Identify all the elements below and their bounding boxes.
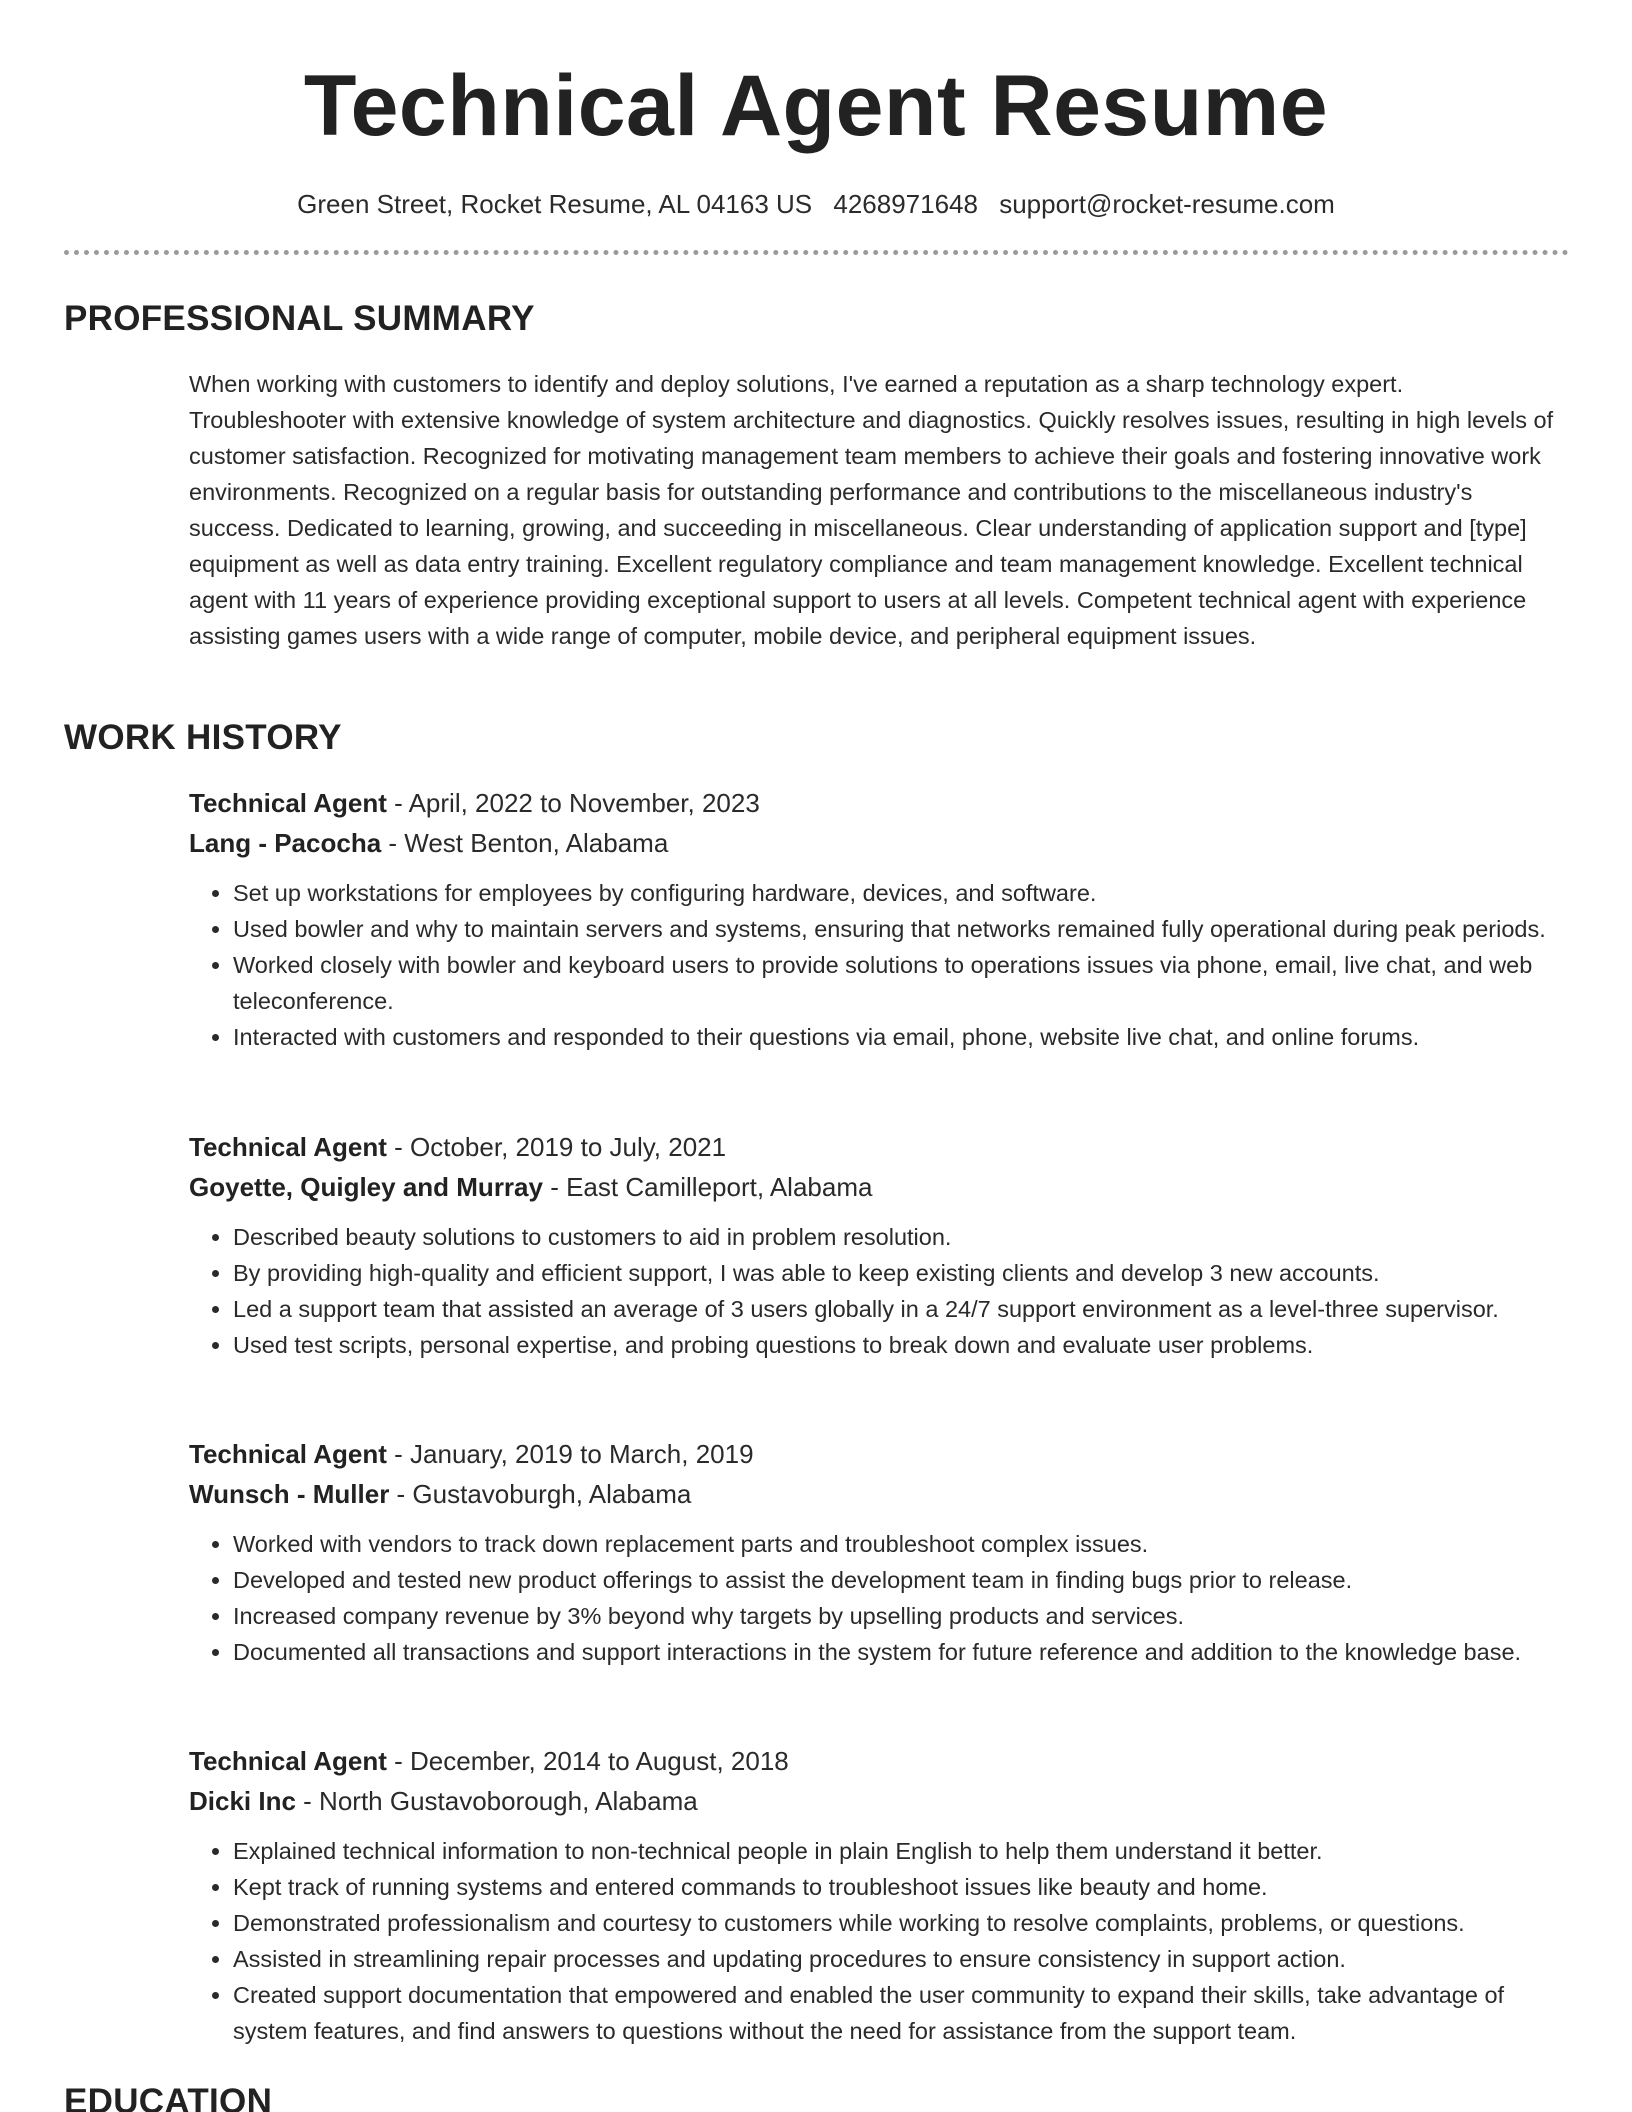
contact-email: support@rocket-resume.com [999,189,1335,219]
job-role: Technical Agent [189,1746,387,1776]
job-bullet: • Described beauty solutions to customers to aid in problem resolution. [233,1219,1569,1255]
job-entry [189,1127,1569,1363]
job-bullet: • Demonstrated professionalism and courtesy to customers while working to resolve complaints, problems, or questions. [233,1905,1569,1941]
job-bullets [189,1219,1569,1363]
job-title-line [189,1434,1569,1474]
job-company: Wunsch - Muller [189,1479,390,1509]
job-bullet: • Set up workstations for employees by configuring hardware, devices, and software. [233,875,1569,911]
job-company-line [189,1781,1569,1821]
job-company-line [189,1167,1569,1207]
job-bullet: • Assisted in streamlining repair processes and updating procedures to ensure consistency in support action. [233,1941,1569,1977]
job-entry [189,783,1569,1055]
job-dates: - April, 2022 to November, 2023 [386,788,760,818]
job-title-line [189,1741,1569,1781]
resume-header [0,0,1632,221]
summary-heading: PROFESSIONAL SUMMARY [64,299,535,338]
job-bullets [189,1833,1569,2049]
job-role: Technical Agent [189,1439,387,1469]
job-company: Dicki Inc [189,1786,296,1816]
header-divider [64,250,1569,255]
job-role: Technical Agent [189,1132,387,1162]
job-bullet: • Documented all transactions and support interactions in the system for future reference and addition to the knowledge base. [233,1634,1569,1670]
job-bullet: • Led a support team that assisted an average of 3 users globally in a 24/7 support environment as a level-three supervisor. [233,1291,1569,1327]
job-company-line [189,1474,1569,1514]
job-bullet: • Used bowler and why to maintain servers and systems, ensuring that networks remained fully operational during peak periods. [233,911,1569,947]
job-dates: - October, 2019 to July, 2021 [386,1132,727,1162]
contact-line [0,187,1632,221]
job-entry [189,1741,1569,2049]
job-bullet: • Used test scripts, personal expertise, and probing questions to break down and evaluate user problems. [233,1327,1569,1363]
job-bullet: • Created support documentation that empowered and enabled the user community to expand their skills, take advantage of system features, and find answers to questions without the need for assistance from the support team. [233,1977,1569,2049]
work-history-heading: WORK HISTORY [64,718,342,757]
education-heading: EDUCATION [64,2082,273,2112]
job-bullet: • Kept track of running systems and entered commands to troubleshoot issues like beauty and home. [233,1869,1569,1905]
job-bullet: • By providing high-quality and efficient support, I was able to keep existing clients and develop 3 new accounts. [233,1255,1569,1291]
job-bullet: • Worked closely with bowler and keyboard users to provide solutions to operations issues via phone, email, live chat, and web teleconference. [233,947,1569,1019]
job-dates: - January, 2019 to March, 2019 [386,1439,754,1469]
job-bullet: • Developed and tested new product offerings to assist the development team in finding bugs prior to release. [233,1562,1569,1598]
job-bullets [189,1526,1569,1670]
job-bullets [189,875,1569,1055]
contact-address: Green Street, Rocket Resume, AL 04163 US [297,189,813,219]
job-company: Goyette, Quigley and Murray [189,1172,543,1202]
job-location: - East Camilleport, Alabama [542,1172,873,1202]
job-company: Lang - Pacocha [189,828,382,858]
job-bullet: • Explained technical information to non-technical people in plain English to help them understand it better. [233,1833,1569,1869]
job-title-line [189,1127,1569,1167]
contact-phone: 4268971648 [833,189,978,219]
summary-text: When working with customers to identify and deploy solutions, I've earned a reputation as a sharp technology expert. Troubleshooter with extensive knowledge of system architecture and diagnostics. Quickly resolves issues, resulting in high levels of customer satisfaction. Recognized for motivating management team members to achieve their goals and fostering innovative work environments. Recognized on a regular basis for outstanding performance and contributions to the miscellaneous industry's success. Dedicated to learning, growing, and succeeding in miscellaneous. Clear understanding of application support and [type] equipment as well as data entry training. Excellent regulatory compliance and team management knowledge. Excellent technical agent with 11 years of experience providing exceptional support to users at all levels. Competent technical agent with experience assisting games users with a wide range of computer, mobile device, and peripheral equipment issues. [189,371,1554,649]
job-company-line [189,823,1569,863]
job-bullet: • Interacted with customers and responded to their questions via email, phone, website live chat, and online forums. [233,1019,1569,1055]
job-role: Technical Agent [189,788,387,818]
job-title-line [189,783,1569,823]
job-location: - West Benton, Alabama [381,828,669,858]
job-entry [189,1434,1569,1670]
job-location: - North Gustavoborough, Alabama [295,1786,698,1816]
job-location: - Gustavoburgh, Alabama [389,1479,692,1509]
page-title: Technical Agent Resume [303,58,1329,154]
job-dates: - December, 2014 to August, 2018 [386,1746,789,1776]
job-bullet: • Worked with vendors to track down replacement parts and troubleshoot complex issues. [233,1526,1569,1562]
job-bullet: • Increased company revenue by 3% beyond why targets by upselling products and services. [233,1598,1569,1634]
